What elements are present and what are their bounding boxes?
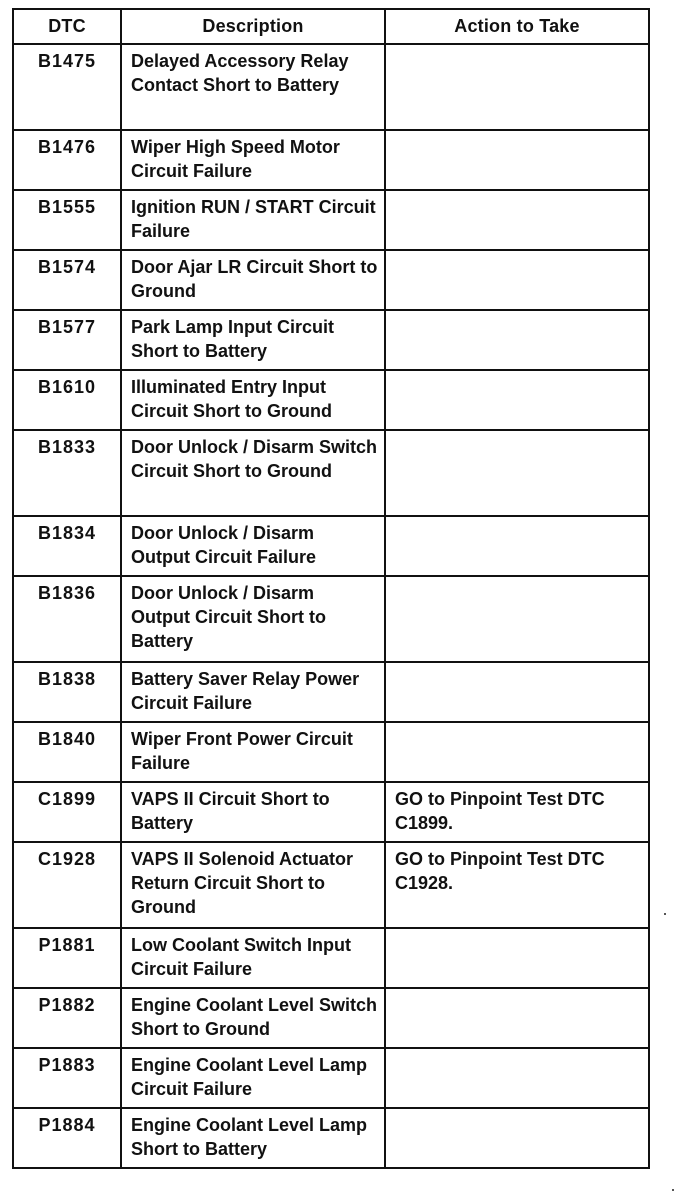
dtc-code: B1836: [13, 576, 121, 662]
table-row: [13, 516, 649, 576]
table-row: [13, 722, 649, 782]
dtc-code: B1555: [13, 190, 121, 250]
table-row: [13, 370, 649, 430]
dtc-code: B1476: [13, 130, 121, 190]
dtc-action: [385, 988, 649, 1048]
dtc-action: [385, 1048, 649, 1108]
dtc-description: Illuminated Entry Input Circuit Short to Ground: [121, 370, 385, 430]
table-row: [13, 662, 649, 722]
table-body: [13, 44, 649, 1168]
dtc-code: C1928: [13, 842, 121, 928]
scan-speck: [672, 1189, 674, 1191]
table-row: [13, 842, 649, 928]
table-row: [13, 430, 649, 516]
dtc-code: B1834: [13, 516, 121, 576]
dtc-action: [385, 250, 649, 310]
dtc-description: Door Unlock / Disarm Output Circuit Short to Battery: [121, 576, 385, 662]
dtc-action: [385, 430, 649, 516]
dtc-description: Wiper Front Power Circuit Failure: [121, 722, 385, 782]
table-row: [13, 782, 649, 842]
dtc-code: B1475: [13, 44, 121, 130]
header-description: Description: [121, 9, 385, 44]
dtc-description: Engine Coolant Level Switch Short to Ground: [121, 988, 385, 1048]
dtc-description: Engine Coolant Level Lamp Circuit Failure: [121, 1048, 385, 1108]
dtc-table: [12, 8, 650, 1169]
dtc-action: [385, 130, 649, 190]
table-row: [13, 250, 649, 310]
dtc-code: P1883: [13, 1048, 121, 1108]
dtc-code: B1577: [13, 310, 121, 370]
table-row: [13, 310, 649, 370]
dtc-action: [385, 516, 649, 576]
scan-speck: [664, 913, 666, 915]
dtc-description: Wiper High Speed Motor Circuit Failure: [121, 130, 385, 190]
dtc-code: C1899: [13, 782, 121, 842]
table-row: [13, 576, 649, 662]
table-row: [13, 1048, 649, 1108]
header-row: [13, 9, 649, 44]
dtc-code: P1884: [13, 1108, 121, 1168]
dtc-description: VAPS II Circuit Short to Battery: [121, 782, 385, 842]
dtc-code: B1610: [13, 370, 121, 430]
dtc-action: GO to Pinpoint Test DTC C1928.: [385, 842, 649, 928]
dtc-description: Door Ajar LR Circuit Short to Ground: [121, 250, 385, 310]
dtc-action: GO to Pinpoint Test DTC C1899.: [385, 782, 649, 842]
dtc-action: [385, 370, 649, 430]
dtc-description: Door Unlock / Disarm Switch Circuit Short to Ground: [121, 430, 385, 516]
dtc-action: [385, 722, 649, 782]
dtc-action: [385, 928, 649, 988]
dtc-action: [385, 576, 649, 662]
table-row: [13, 190, 649, 250]
dtc-description: Park Lamp Input Circuit Short to Battery: [121, 310, 385, 370]
dtc-description: Delayed Accessory Relay Contact Short to Battery: [121, 44, 385, 130]
table-header: [13, 9, 649, 44]
dtc-description: Door Unlock / Disarm Output Circuit Failure: [121, 516, 385, 576]
dtc-description: Engine Coolant Level Lamp Short to Battery: [121, 1108, 385, 1168]
table-row: [13, 44, 649, 130]
dtc-code: B1838: [13, 662, 121, 722]
dtc-code: P1882: [13, 988, 121, 1048]
dtc-action: [385, 1108, 649, 1168]
dtc-code: B1574: [13, 250, 121, 310]
table-row: [13, 928, 649, 988]
table-row: [13, 988, 649, 1048]
dtc-action: [385, 310, 649, 370]
dtc-code: B1833: [13, 430, 121, 516]
table-row: [13, 130, 649, 190]
dtc-code: P1881: [13, 928, 121, 988]
dtc-description: Battery Saver Relay Power Circuit Failure: [121, 662, 385, 722]
dtc-code: B1840: [13, 722, 121, 782]
dtc-description: VAPS II Solenoid Actuator Return Circuit Short to Ground: [121, 842, 385, 928]
dtc-action: [385, 662, 649, 722]
dtc-description: Low Coolant Switch Input Circuit Failure: [121, 928, 385, 988]
dtc-action: [385, 190, 649, 250]
dtc-description: Ignition RUN / START Circuit Failure: [121, 190, 385, 250]
dtc-action: [385, 44, 649, 130]
table-row: [13, 1108, 649, 1168]
header-action: Action to Take: [385, 9, 649, 44]
header-dtc: DTC: [13, 9, 121, 44]
